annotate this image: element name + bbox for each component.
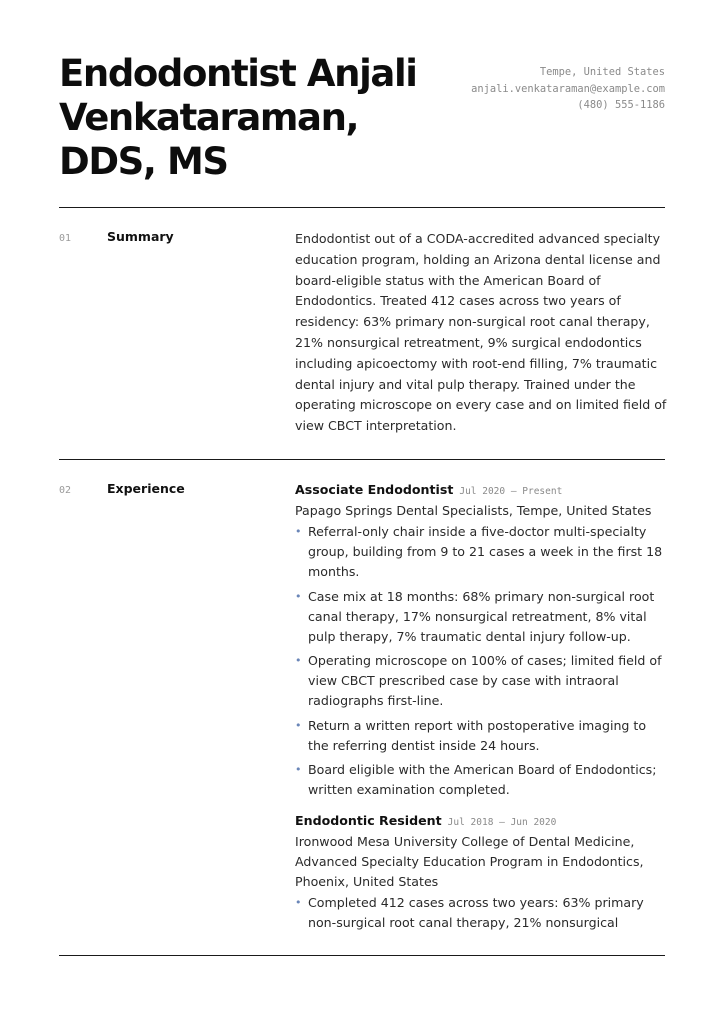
job-title: Associate Endodontist: [295, 482, 454, 497]
bullet-text: Referral-only chair inside a five-doctor multi-specialty group, building from 9 to 21 cases a week in the first 18 months.: [308, 524, 663, 579]
bullet-text: Return a written report with postoperative imaging to the referring dentist inside 24 hours.: [308, 717, 647, 753]
bullet-text: Operating microscope on 100% of cases; limited field of view CBCT prescribed case by case with intraoral radiographs first-line.: [308, 653, 662, 708]
divider: [59, 207, 665, 208]
resume-header: [59, 52, 665, 182]
job-header: [295, 812, 667, 832]
bullet-item: [295, 716, 667, 756]
phone: (480) 555-1186: [577, 99, 665, 111]
divider: [59, 459, 665, 460]
contact-block: [471, 64, 665, 114]
divider: [59, 955, 665, 956]
section-number: 02: [59, 485, 72, 496]
bullet-item: [295, 587, 667, 647]
section-title: Summary: [107, 229, 174, 244]
job-entry: [295, 812, 667, 933]
job-organization: Papago Springs Dental Specialists, Tempe, United States: [295, 503, 652, 518]
summary-text: Endodontist out of a CODA-accredited advanced specialty education program, holding an Arizona dental license and board-eligible status with the American Board of Endodontics. Treated 412 cases across two years of residency: 63% primary non-surgical root canal therapy, 21% nonsurgical retreatment, 9% surgical endodontics including apicoectomy with root-end filling, 7% traumatic dental injury and vital pulp therapy. Trained under the operating microscope on every case and on limited field of view CBCT interpretation.: [295, 231, 667, 434]
section-number: 01: [59, 233, 72, 244]
location: Tempe, United States: [539, 66, 665, 78]
job-dates: Jul 2020 — Present: [459, 486, 563, 497]
section-title: Experience: [107, 481, 185, 496]
bullet-icon: •: [295, 654, 302, 667]
email: anjali.venkataraman@example.com: [471, 82, 665, 95]
job-title: Endodontic Resident: [295, 813, 442, 828]
bullet-item: [295, 522, 667, 582]
job-organization: Ironwood Mesa University College of Dental Medicine, Advanced Specialty Education Program in Endodontics, Phoenix, United States: [295, 834, 644, 889]
bullet-icon: •: [295, 896, 302, 909]
bullet-text: Board eligible with the American Board of Endodontics; written examination completed.: [308, 762, 657, 797]
job-bullets: [295, 893, 667, 933]
job-bullets: [295, 522, 667, 800]
bullet-item: [295, 760, 667, 800]
bullet-item: [295, 893, 667, 933]
job-dates: Jul 2018 — Jun 2020: [447, 817, 557, 828]
bullet-icon: •: [295, 763, 302, 776]
bullet-icon: •: [295, 589, 302, 603]
bullet-icon: •: [295, 718, 302, 732]
candidate-name: Endodontist Anjali Venkataraman, DDS, MS: [59, 52, 417, 183]
job-list: [295, 481, 667, 945]
bullet-text: Completed 412 cases across two years: 63% primary non-surgical root canal therapy, 21% nonsurgical: [308, 895, 644, 930]
job-entry: [295, 481, 667, 800]
bullet-text: Case mix at 18 months: 68% primary non-surgical root canal therapy, 17% nonsurgical retreatment, 8% vital pulp therapy, 7% traumatic dental injury follow-up.: [308, 588, 655, 644]
bullet-icon: •: [295, 525, 302, 538]
bullet-item: [295, 651, 667, 711]
job-header: [295, 481, 667, 501]
